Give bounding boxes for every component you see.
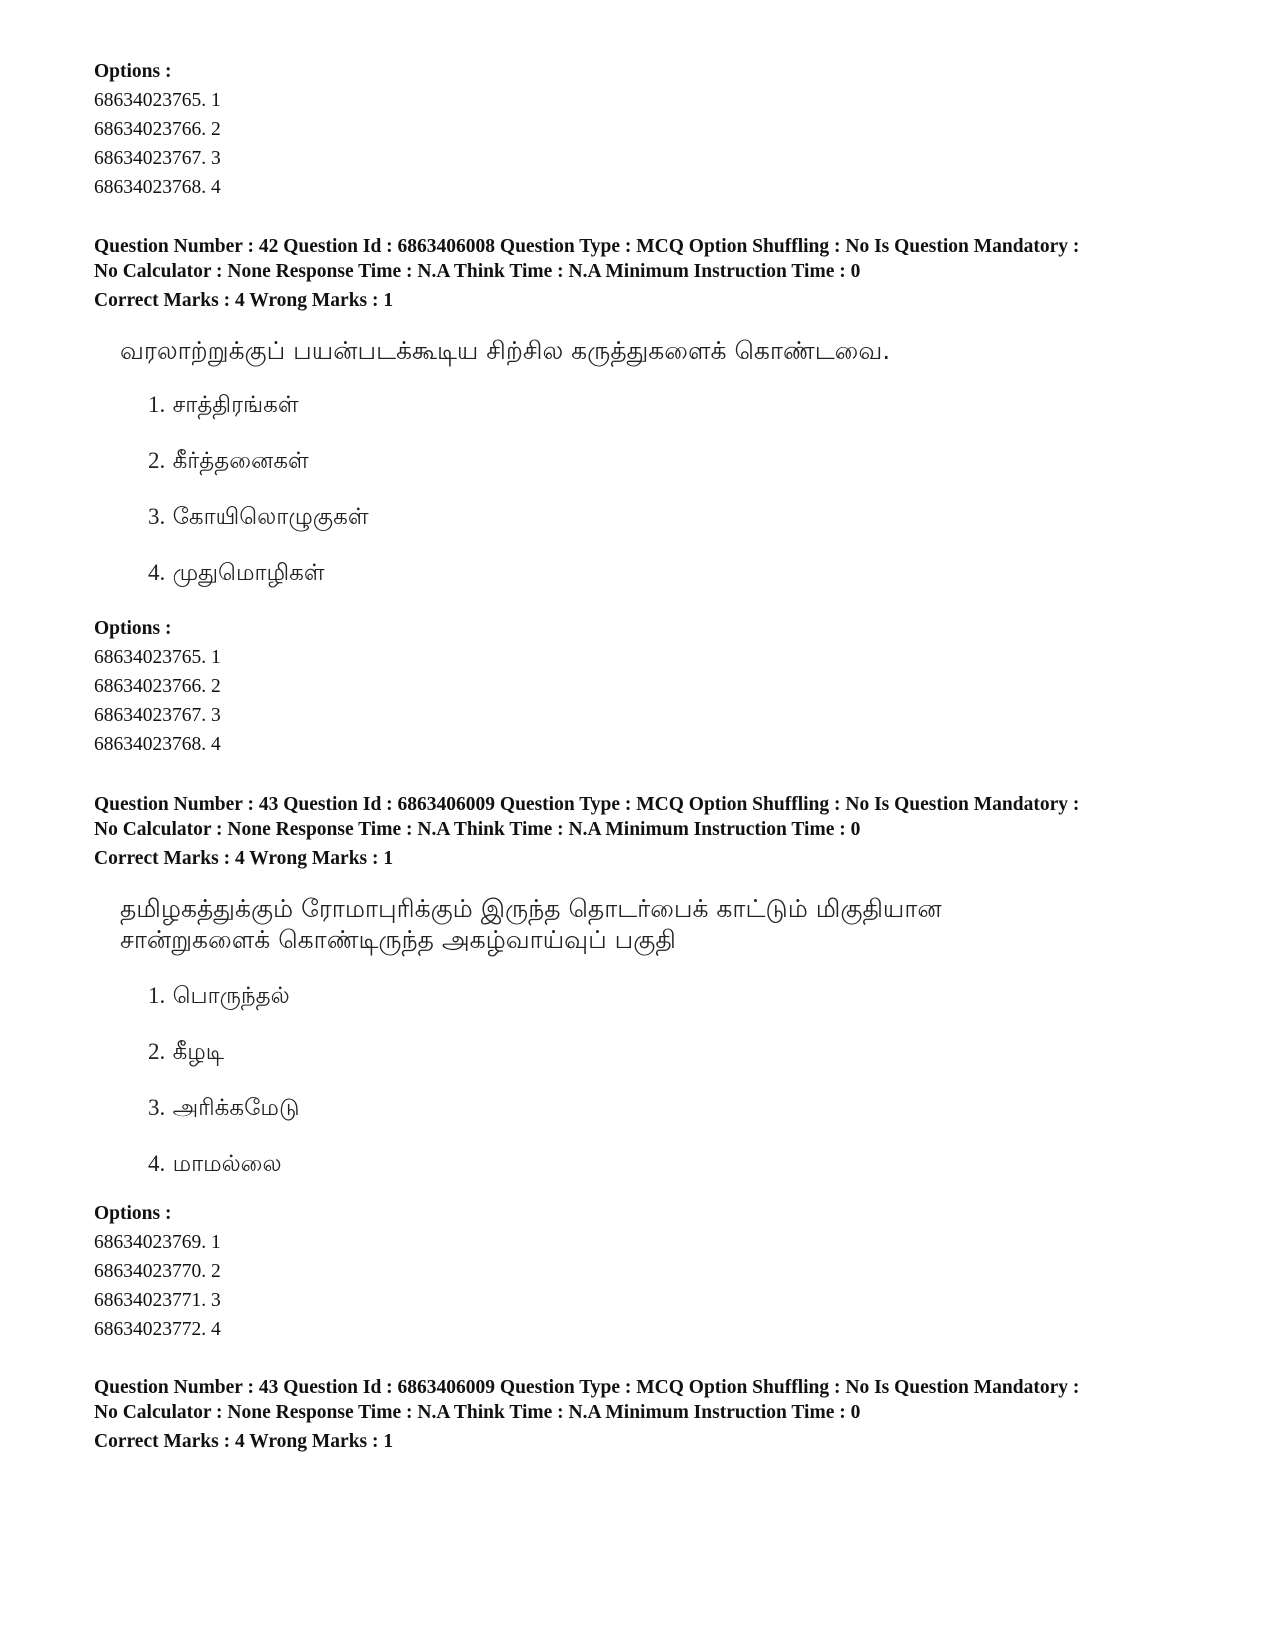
question-meta-line: No Calculator : None Response Time : N.A Think Time : N.A Minimum Instruction Time : 0 <box>94 260 861 282</box>
question-choice-2 <box>120 1037 224 1067</box>
option-line: 68634023772. 4 <box>94 1319 221 1340</box>
question-42-header <box>94 235 1194 313</box>
question-43-options <box>94 1200 1194 1344</box>
choice-text: கீழடி <box>172 1039 225 1065</box>
choice-text: அரிக்கமேடு <box>172 1095 300 1121</box>
option-line: 68634023766. 2 <box>94 119 221 140</box>
option-line: 68634023767. 3 <box>94 705 221 726</box>
question-stem-line: சான்றுகளைக் கொண்டிருந்த அகழ்வாய்வுப் பகுதி <box>120 925 676 954</box>
choice-text: முதுமொழிகள் <box>172 560 325 586</box>
question-meta-line: No Calculator : None Response Time : N.A Think Time : N.A Minimum Instruction Time : 0 <box>94 818 861 840</box>
question-43-header <box>94 793 1194 871</box>
choice-number: 4. <box>148 1151 166 1176</box>
question-choice-4 <box>120 1149 282 1179</box>
question-choice-3 <box>120 1093 299 1123</box>
question-marks: Correct Marks : 4 Wrong Marks : 1 <box>94 1431 394 1452</box>
choice-number: 4. <box>148 560 166 585</box>
question-43-body <box>120 893 1120 1193</box>
option-line: 68634023766. 2 <box>94 676 221 697</box>
question-choice-3 <box>120 502 369 532</box>
question-choice-1 <box>120 390 299 420</box>
choice-number: 3. <box>148 1095 166 1120</box>
option-line: 68634023769. 1 <box>94 1232 221 1253</box>
options-heading: Options : <box>94 618 172 639</box>
choice-text: பொருந்தல் <box>172 983 290 1009</box>
option-line: 68634023771. 3 <box>94 1290 221 1311</box>
question-meta-line: No Calculator : None Response Time : N.A Think Time : N.A Minimum Instruction Time : 0 <box>94 1401 861 1423</box>
question-choice-2 <box>120 446 309 476</box>
choice-text: கோயிலொழுகுகள் <box>172 504 369 530</box>
options-heading: Options : <box>94 1203 172 1224</box>
option-line: 68634023765. 1 <box>94 90 221 111</box>
question-marks: Correct Marks : 4 Wrong Marks : 1 <box>94 290 394 311</box>
choice-text: சாத்திரங்கள் <box>172 392 299 418</box>
options-heading: Options : <box>94 61 172 82</box>
choice-number: 1. <box>148 392 166 417</box>
question-stem-line: தமிழகத்துக்கும் ரோமாபுரிக்கும் இருந்த தொடர்பைக் காட்டும் மிகுதியான <box>120 894 942 923</box>
question-marks: Correct Marks : 4 Wrong Marks : 1 <box>94 848 394 869</box>
question-42-body <box>120 335 1120 605</box>
choice-number: 2. <box>148 1039 166 1064</box>
question-meta-line: Question Number : 43 Question Id : 6863406009 Question Type : MCQ Option Shuffling : No Is Question Mandatory : <box>94 794 1080 815</box>
question-stem: வரலாற்றுக்குப் பயன்படக்கூடிய சிற்சில கருத்துகளைக் கொண்டவை. <box>120 336 891 365</box>
option-line: 68634023767. 3 <box>94 148 221 169</box>
question-choice-1 <box>120 981 290 1011</box>
choice-number: 3. <box>148 504 166 529</box>
option-line: 68634023768. 4 <box>94 734 221 755</box>
option-line: 68634023770. 2 <box>94 1261 221 1282</box>
question-meta-line: Question Number : 43 Question Id : 6863406009 Question Type : MCQ Option Shuffling : No Is Question Mandatory : <box>94 1377 1080 1398</box>
question-meta-line: Question Number : 42 Question Id : 6863406008 Question Type : MCQ Option Shuffling : No Is Question Mandatory : <box>94 236 1080 257</box>
options-section-top <box>94 58 1194 202</box>
choice-number: 2. <box>148 448 166 473</box>
choice-text: மாமல்லை <box>172 1151 282 1177</box>
choice-text: கீர்த்தனைகள் <box>172 448 309 474</box>
choice-number: 1. <box>148 983 166 1008</box>
question-choice-4 <box>120 558 325 588</box>
option-line: 68634023768. 4 <box>94 177 221 198</box>
question-42-options <box>94 615 1194 759</box>
option-line: 68634023765. 1 <box>94 647 221 668</box>
question-43-repeat-header <box>94 1376 1194 1454</box>
